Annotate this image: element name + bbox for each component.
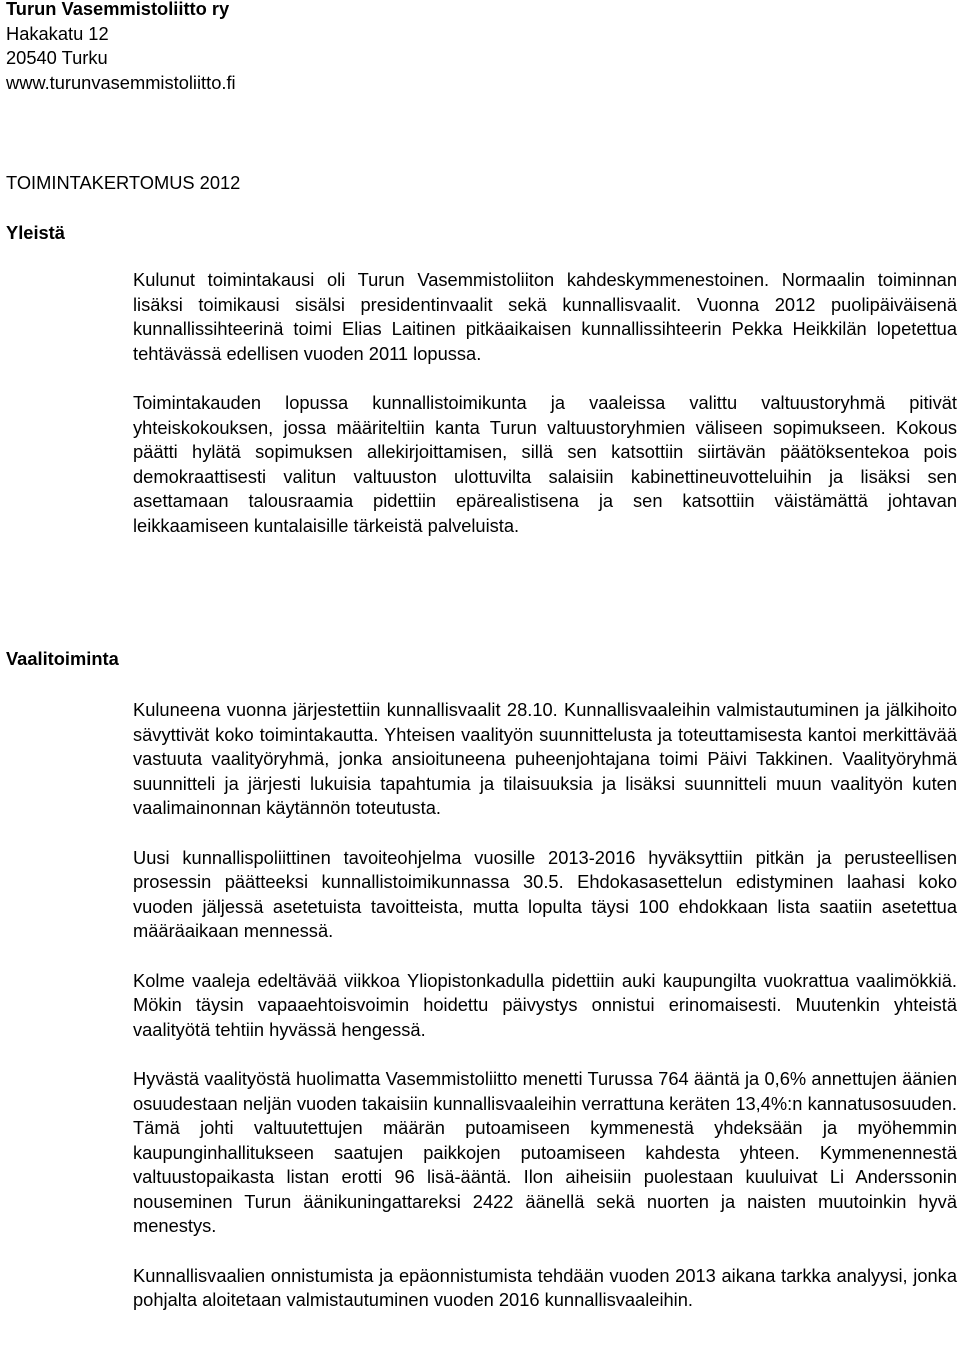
section-body-elections bbox=[133, 698, 957, 1313]
organization-name: Turun Vasemmistoliitto ry bbox=[6, 0, 230, 19]
paragraph: Hyvästä vaalityöstä huolimatta Vasemmistoliitto menetti Turussa 764 ääntä ja 0,6% annettujen äänien osuudestaan neljän vuoden takaisiin kunnallisvaaleihin verrattuna keräten 13,4%:n kannatusosuuden. Tämä johti valtuutettujen määrän putoamiseen kymmenestä yhdeksään ja myöhemmin kaupunginhallitukseen saatujen paikkojen putoamiseen kahdesta yhteen. Kymmenennestä valtuustopaikasta listan erotti 96 lisä-ääntä. Ilon aiheisiin puolestaan kuuluivat Li Anderssonin nouseminen Turun äänikuningattareksi 2422 äänellä sekä nuorten ja naisten muutoinkin hyvä menestys. bbox=[133, 1067, 957, 1237]
section-heading-general: Yleistä bbox=[6, 222, 65, 243]
organization-postal: 20540 Turku bbox=[6, 47, 108, 69]
organization-header bbox=[6, 0, 236, 95]
paragraph: Toimintakauden lopussa kunnallistoimikunta ja vaaleissa valittu valtuustoryhmä pitivät yhteiskokouksen, jossa määriteltiin kanta Turun valtuustoryhmien väliseen sopimukseen. Kokous päätti hylätä sopimuksen allekirjoittamisen, sillä sen katsottiin siirtävän päätöksentekoa pois demokraattisesti valitun valtuuston ulottuvilta salaisiin kabinettineuvotteluihin ja lisäksi sen asettamaan talousraamia pidettiin epärealistisena ja sen katsottiin väistämättä johtavan leikkaamiseen kuntalaisille tärkeistä palveluista. bbox=[133, 391, 957, 536]
section-body-general bbox=[133, 268, 957, 539]
document-title: TOIMINTAKERTOMUS 2012 bbox=[6, 172, 241, 193]
paragraph: Kuluneena vuonna järjestettiin kunnallisvaalit 28.10. Kunnallisvaaleihin valmistautuminen ja jälkihoito sävyttivät koko toimintakautta. Yhteisen vaalityön suunnittelusta ja toteuttamisesta kantoi merkittävää vastuuta vaalityöryhmä, jonka ansioituneena puheenjohtajana toimi Päivi Takkinen. Vaalityöryhmä suunnitteli ja järjesti lukuisia tapahtumia ja tilaisuuksia ja lisäksi suunnitteli muun vaalityön kuten vaalimainonnan käytännön toteutusta. bbox=[133, 699, 957, 819]
paragraph: Kunnallisvaalien onnistumista ja epäonnistumista tehdään vuoden 2013 aikana tarkka analyysi, jonka pohjalta aloitetaan valmistautuminen vuoden 2016 kunnallisvaaleihin. bbox=[133, 1264, 957, 1311]
section-heading-elections: Vaalitoiminta bbox=[6, 648, 119, 669]
paragraph: Kulunut toimintakausi oli Turun Vasemmistoliiton kahdeskymmenestoinen. Normaalin toiminnan lisäksi toimikausi sisälsi presidentinvaalit sekä kunnallisvaalit. Vuonna 2012 puolipäiväisenä kunnallissihteerinä toimi Elias Laitinen pitkäaikaisen kunnallissihteerin Pekka Heikkilän lopetettua tehtävässä edellisen vuoden 2011 lopussa. bbox=[133, 269, 957, 364]
organization-website: www.turunvasemmistoliitto.fi bbox=[6, 71, 236, 93]
paragraph: Kolme vaaleja edeltävää viikkoa Yliopistonkadulla pidettiin auki kaupungilta vuokrattua vaalimökkiä. Mökin täysin vapaaehtoisvoimin hoidettu päivystys onnistui erinomaisesti. Muutenkin yhteistä vaalityötä tehtiin hyvässä hengessä. bbox=[133, 969, 957, 1040]
paragraph: Uusi kunnallispoliittinen tavoiteohjelma vuosille 2013-2016 hyväksyttiin pitkän ja perusteellisen prosessin päätteeksi kunnallistoimikunnassa 30.5. Ehdokasasettelun edistyminen laahasi koko vuoden jäljessä asetetuista tavoitteista, mutta lopulta täysi 100 ehdokkaan lista saatiin asetettua määräaikaan mennessä. bbox=[133, 846, 957, 942]
organization-street: Hakakatu 12 bbox=[6, 22, 109, 44]
